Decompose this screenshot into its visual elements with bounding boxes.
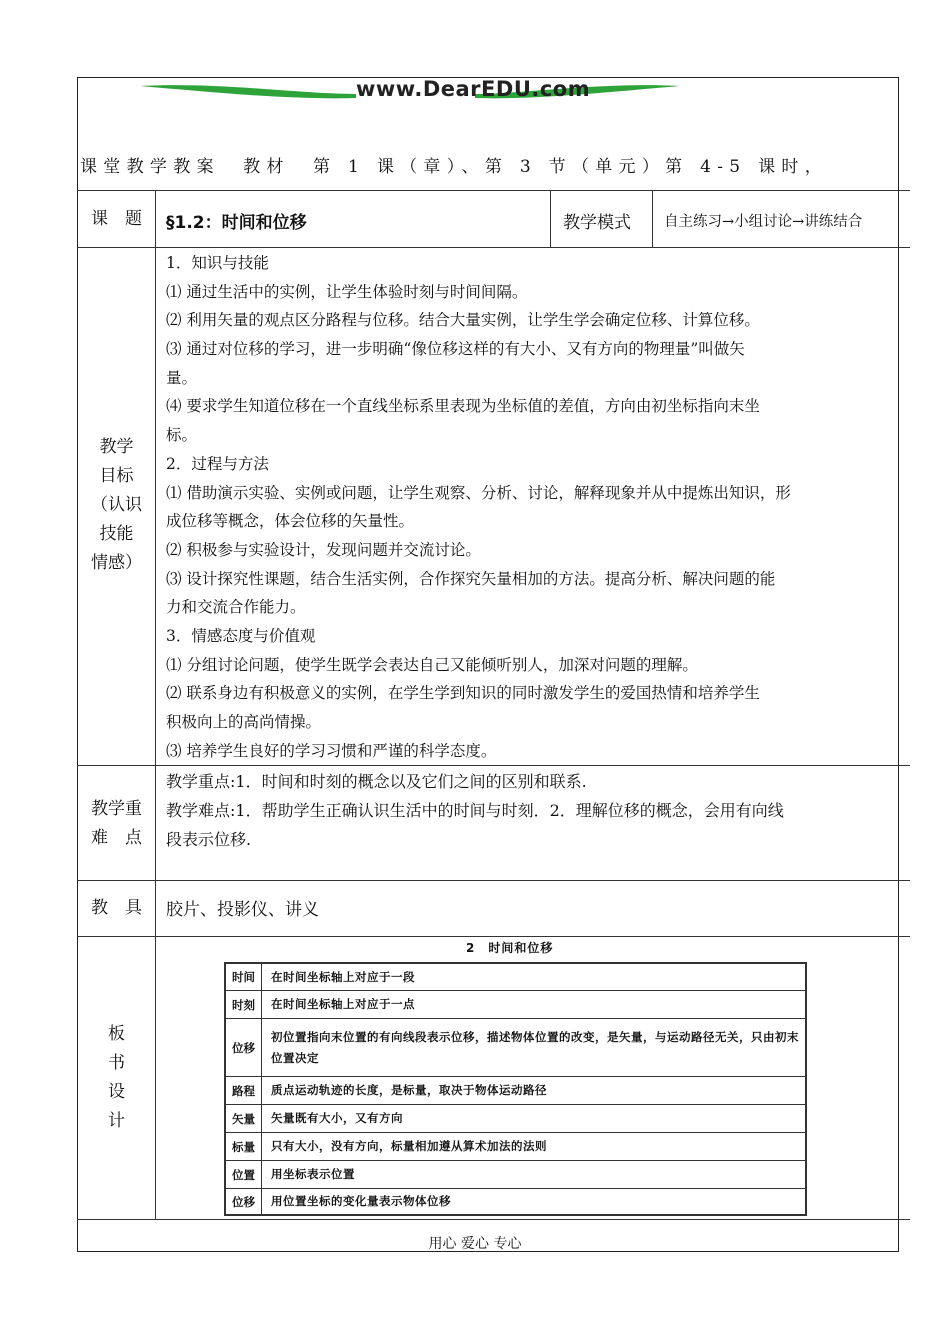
board-definition: 矢量既有大小，又有方向 bbox=[271, 1111, 403, 1125]
tools-label: 教 具 bbox=[91, 898, 142, 918]
lesson-header: 课堂教学教案 教材 第 1 课（章）、第 3 节（单元）第 4-5 课时， bbox=[80, 157, 829, 177]
keypoints-label bbox=[78, 795, 155, 853]
goal-line: 积极向上的高尚情操。 bbox=[166, 713, 322, 731]
goal-line: ⑴ 通过生活中的实例，让学生体验时刻与时间间隔。 bbox=[166, 282, 528, 301]
goal-line: 1．知识与技能 bbox=[166, 254, 269, 272]
goal-line: 力和交流合作能力。 bbox=[166, 598, 306, 617]
divider bbox=[652, 190, 653, 247]
tools-value: 胶片、投影仪、讲义 bbox=[166, 900, 319, 920]
board-term: 位移 bbox=[226, 1019, 262, 1076]
divider bbox=[155, 190, 156, 1219]
goals-label bbox=[78, 433, 155, 578]
board-row bbox=[226, 1077, 805, 1105]
goal-line: 2．过程与方法 bbox=[166, 454, 269, 473]
keypoint-line: 教学难点:1．帮助学生正确认识生活中的时间与时刻．2．理解位移的概念，会用有向线 bbox=[166, 801, 784, 820]
mode-label: 教学模式 bbox=[563, 213, 631, 233]
board-row bbox=[226, 1161, 805, 1189]
board-row bbox=[226, 964, 805, 991]
goal-line: 成位移等概念，体会位移的矢量性。 bbox=[166, 512, 415, 531]
goal-line: ⑶ 通过对位移的学习，进一步明确“像位移这样的有大小、又有方向的物理量”叫做矢 bbox=[166, 340, 745, 359]
goal-line: ⑵ 利用矢量的观点区分路程与位移。结合大量实例，让学生学会确定位移、计算位移。 bbox=[166, 311, 760, 330]
board-term: 路程 bbox=[226, 1077, 262, 1104]
divider bbox=[77, 247, 910, 248]
board-definition: 质点运动轨迹的长度，是标量，取决于物体运动路径 bbox=[271, 1083, 547, 1097]
board-row bbox=[226, 1189, 805, 1214]
page-footer: 用心 爱心 专心 bbox=[428, 1236, 522, 1252]
board-row bbox=[226, 1019, 805, 1077]
board-definition: 在时间坐标轴上对应于一点 bbox=[271, 997, 415, 1011]
goal-line: 3．情感态度与价值观 bbox=[166, 626, 316, 645]
goal-line: ⑴ 借助演示实验、实例或问题，让学生观察、分析、讨论，解释现象并从中提炼出知识，形 bbox=[166, 483, 791, 502]
board-term: 时刻 bbox=[226, 991, 262, 1018]
board-row bbox=[226, 1105, 805, 1133]
goal-line: ⑴ 分组讨论问题，使学生既学会表达自己又能倾听别人，加深对问题的理解。 bbox=[166, 655, 698, 674]
divider bbox=[77, 936, 910, 937]
goals-label-line: （认识 bbox=[91, 495, 142, 515]
topic-label: 课 题 bbox=[91, 209, 142, 229]
divider bbox=[77, 190, 910, 191]
board-definition: 用位置坐标的变化量表示物体位移 bbox=[271, 1194, 451, 1208]
board-label-line: 板 bbox=[108, 1024, 125, 1044]
keypoints-label-line: 难 点 bbox=[91, 828, 142, 848]
goals-label-line: 教学 bbox=[99, 437, 134, 457]
goals-label-line: 技能 bbox=[99, 524, 134, 544]
keypoints-label-line: 教学重 bbox=[91, 799, 142, 819]
keypoints-content bbox=[166, 767, 902, 854]
goal-line: 量。 bbox=[166, 368, 198, 387]
goal-line: ⑵ 积极参与实验设计，发现问题并交流讨论。 bbox=[166, 540, 481, 559]
board-label bbox=[78, 1020, 155, 1136]
board-term: 时间 bbox=[226, 964, 262, 990]
board-table bbox=[224, 962, 807, 1216]
board-label-line: 书 bbox=[108, 1053, 125, 1073]
divider bbox=[550, 190, 551, 247]
mode-value: 自主练习→小组讨论→讲练结合 bbox=[664, 214, 863, 230]
goals-label-line: 目标 bbox=[99, 466, 134, 486]
board-term: 位置 bbox=[226, 1161, 262, 1188]
goals-content bbox=[166, 249, 902, 765]
board-term: 标量 bbox=[226, 1133, 262, 1160]
board-row bbox=[226, 991, 805, 1019]
board-term: 矢量 bbox=[226, 1105, 262, 1132]
board-title: 2 时间和位移 bbox=[466, 941, 554, 955]
goal-line: ⑶ 设计探究性课题，结合生活实例，合作探究矢量相加的方法。提高分析、解决问题的能 bbox=[166, 569, 776, 588]
divider bbox=[77, 1219, 910, 1220]
goal-line: ⑷ 要求学生知道位移在一个直线坐标系里表现为坐标值的差值，方向由初坐标指向末坐 bbox=[166, 397, 760, 416]
board-definition: 在时间坐标轴上对应于一段 bbox=[271, 969, 415, 984]
board-definition: 只有大小，没有方向，标量相加遵从算术加法的法则 bbox=[271, 1139, 547, 1153]
board-definition: 用坐标表示位置 bbox=[271, 1167, 355, 1181]
goals-label-line: 情感） bbox=[91, 553, 142, 573]
board-row bbox=[226, 1133, 805, 1161]
board-label-line: 设 bbox=[108, 1082, 125, 1102]
board-definition: 初位置指向末位置的有向线段表示位移，描述物体位置的改变，是矢量，与运动路径无关，只由初末位置决定 bbox=[271, 1029, 799, 1065]
board-term: 位移 bbox=[226, 1189, 262, 1214]
goal-line: ⑵ 联系身边有积极意义的实例，在学生学到知识的同时激发学生的爱国热情和培养学生 bbox=[166, 684, 760, 703]
keypoint-line: 段表示位移. bbox=[166, 830, 252, 849]
goal-line: ⑶ 培养学生良好的学习习惯和严谨的科学态度。 bbox=[166, 741, 497, 760]
keypoint-line: 教学重点:1．时间和时刻的概念以及它们之间的区别和联系. bbox=[166, 772, 587, 791]
board-label-line: 计 bbox=[108, 1111, 125, 1131]
divider bbox=[77, 880, 910, 881]
goal-line: 标。 bbox=[166, 426, 198, 445]
topic-title: §1.2：时间和位移 bbox=[166, 213, 307, 233]
logo-text: www.DearEDU.com bbox=[356, 77, 591, 101]
